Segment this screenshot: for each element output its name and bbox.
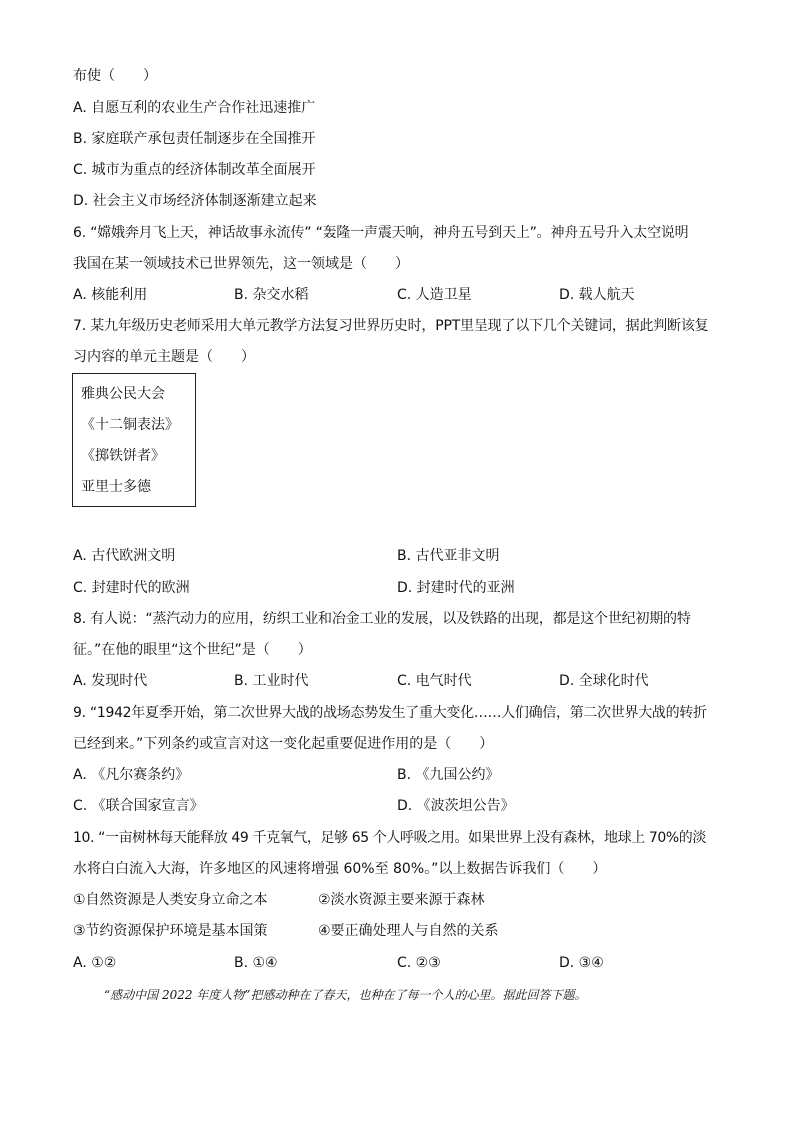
q6-stem-line1: 6. “嫦娥奔月飞上天，神话故事永流传” “轰隆一声震天响，神舟五号到天上”。神舟五号升入太空说明: [73, 225, 689, 241]
q10-statement-3: ③节约资源保护环境是基本国策: [73, 923, 268, 939]
q5-option-d: D. 社会主义市场经济体制逐渐建立起来: [73, 193, 317, 209]
q10-option-b: B. ①④: [234, 955, 278, 971]
q6-option-b: B. 杂交水稻: [234, 287, 309, 303]
q10-stem-line1: 10. “一亩树林每天能释放 49 千克氧气，足够 65 个人呼吸之用。如果世界上没有森林，地球上 70%的淡: [73, 830, 706, 846]
q7-option-c: C. 封建时代的欧洲: [73, 580, 190, 596]
q10-option-a: A. ①②: [73, 955, 117, 971]
keyword-2: 《十二铜表法》: [81, 417, 179, 433]
q6-stem-line2: 我国在某一领域技术已世界领先，这一领域是（ ）: [73, 256, 409, 272]
q7-stem-line1: 7. 某九年级历史老师采用大单元教学方法复习世界历史时，PPT里呈现了以下几个关键词，据此判断该复: [73, 318, 709, 334]
q10-statement-4: ④要正确处理人与自然的关系: [318, 923, 499, 939]
q10-option-d: D. ③④: [559, 955, 604, 971]
q7-option-d: D. 封建时代的亚洲: [397, 580, 515, 596]
q5-stem-tail: 布使（ ）: [73, 68, 157, 84]
q8-stem-line1: 8. 有人说：“蒸汽动力的应用，纺织工业和冶金工业的发展，以及铁路的出现，都是这个世纪初期的特: [73, 611, 691, 627]
q8-option-a: A. 发现时代: [73, 673, 148, 689]
q9-option-a: A. 《凡尔赛条约》: [73, 767, 190, 783]
keyword-4: 亚里士多德: [81, 479, 151, 495]
q6-option-c: C. 人造卫星: [397, 287, 472, 303]
q8-option-c: C. 电气时代: [397, 673, 472, 689]
q8-stem-line2: 征。”在他的眼里“这个世纪”是（ ）: [73, 642, 312, 658]
q10-statement-2: ②淡水资源主要来源于森林: [318, 892, 485, 908]
q10-statement-1: ①自然资源是人类安身立命之本: [73, 892, 268, 908]
q9-option-c: C. 《联合国家宣言》: [73, 798, 204, 814]
q8-option-b: B. 工业时代: [234, 673, 309, 689]
q10-stem-line2: 水将白白流入大海，许多地区的风速将增强 60%至 80%。”以上数据告诉我们（ ）: [73, 861, 607, 877]
q5-option-b: B. 家庭联产承包责任制逐步在全国推开: [73, 131, 316, 147]
q10-option-c: C. ②③: [397, 955, 441, 971]
q9-stem-line1: 9. “1942年夏季开始，第二次世界大战的战场态势发生了重大变化……人们确信，第二次世界大战的转折: [73, 705, 707, 721]
q9-option-b: B. 《九国公约》: [397, 767, 500, 783]
section-note: “感动中国 2022 年度人物”把感动种在了春天，也种在了每一个人的心里。据此回答下题。: [104, 988, 587, 1002]
keyword-3: 《掷铁饼者》: [81, 448, 165, 464]
q8-option-d: D. 全球化时代: [559, 673, 649, 689]
q7-stem-line2: 习内容的单元主题是（ ）: [73, 349, 255, 365]
keyword-1: 雅典公民大会: [81, 386, 165, 402]
q6-option-d: D. 载人航天: [559, 287, 635, 303]
q6-option-a: A. 核能利用: [73, 287, 148, 303]
q9-option-d: D. 《波茨坦公告》: [397, 798, 515, 814]
keyword-box: [72, 373, 196, 507]
q5-option-c: C. 城市为重点的经济体制改革全面展开: [73, 162, 316, 178]
q7-option-a: A. 古代欧洲文明: [73, 548, 176, 564]
q5-option-a: A. 自愿互利的农业生产合作社迅速推广: [73, 100, 316, 116]
q7-option-b: B. 古代亚非文明: [397, 548, 500, 564]
q9-stem-line2: 已经到来。”下列条约或宣言对这一变化起重要促进作用的是（ ）: [73, 736, 494, 752]
